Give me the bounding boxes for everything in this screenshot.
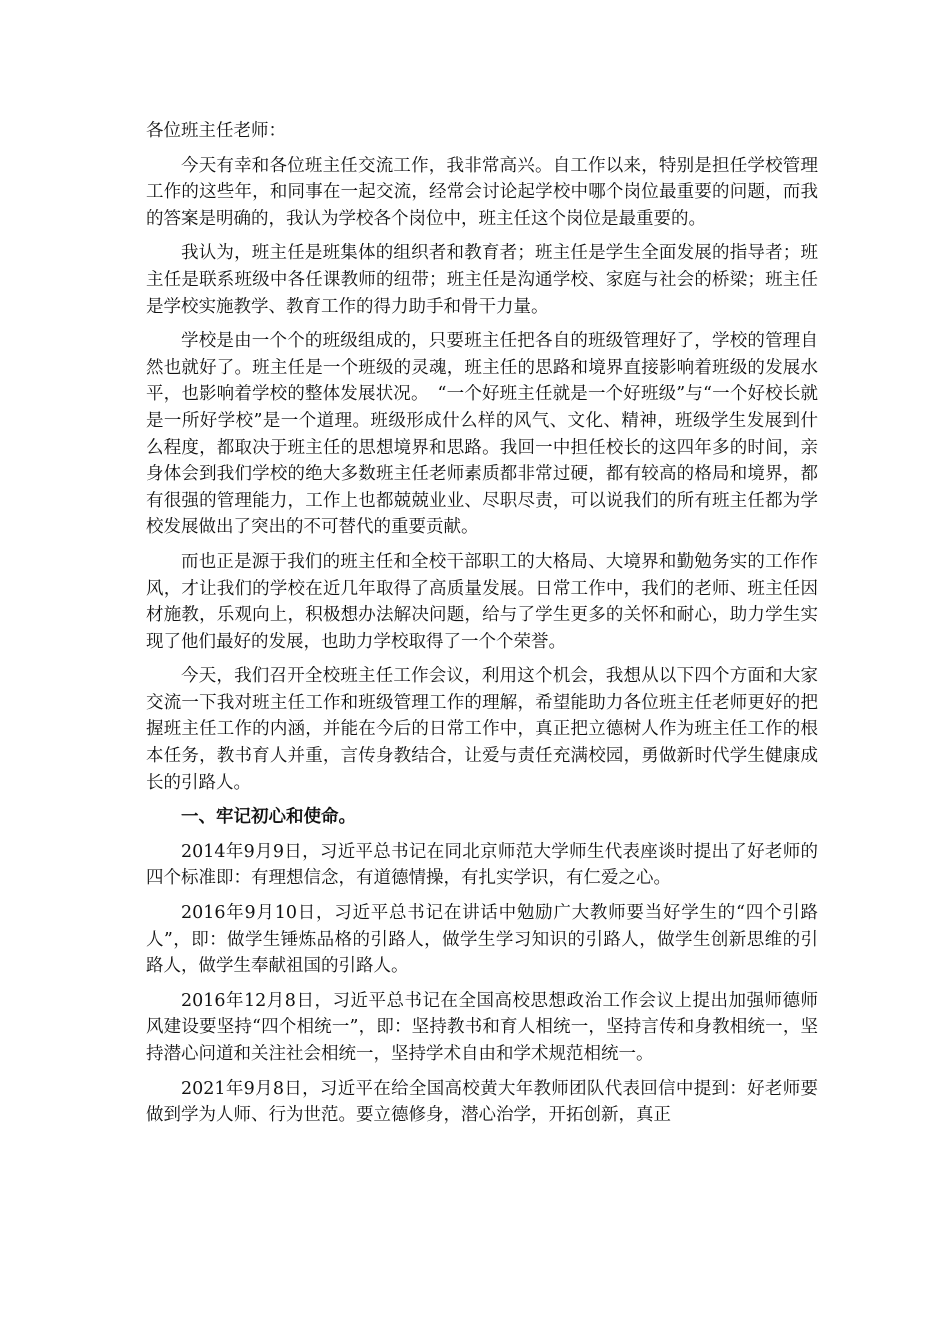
paragraph-intro-3: 学校是由一个个的班级组成的，只要班主任把各自的班级管理好了，学校的管理自然也就好了。班主任是一个班级的灵魂，班主任的思路和境界直接影响着班级的发展水平，也影响着学校的整体发展状况。 “一个好班主任就是一个好班级”与“一个好校长就是一所好学校”是一个道理。班级形成什么样的风气、文化、精神，班级学生发展到什么程度，都取决于班主任的思想境界和思路。我回一中担任校长的这四年多的时间，亲身体会到我们学校的绝大多数班主任老师素质都非常过硬，都有较高的格局和境界，都有很强的管理能力，工作上也都兢兢业业、尽职尽责，可以说我们的所有班主任都为学校发展做出了突出的不可替代的重要贡献。	[146, 331, 818, 538]
paragraph-section1-2: 2016年9月10日，习近平总书记在讲话中勉励广大教师要当好学生的“四个引路人”，即：做学生锤炼品格的引路人，做学生学习知识的引路人，做学生创新思维的引路人，做学生奉献祖国的引路人。	[146, 903, 818, 977]
paragraph-section1-4: 2021年9月8日，习近平在给全国高校黄大年教师团队代表回信中提到：好老师要做到学为人师、行为世范。要立德修身，潜心治学，开拓创新，真正	[146, 1078, 818, 1126]
section-heading-1: 一、牢记初心和使命。	[181, 807, 356, 828]
paragraph-section1-3: 2016年12月8日，习近平总书记在全国高校思想政治工作会议上提出加强师德师风建设要坚持“四个相统一”，即：坚持教书和育人相统一，坚持言传和身教相统一，坚持潜心问道和关注社会相统一，坚持学术自由和学术规范相统一。	[146, 990, 818, 1064]
paragraph-section1-1: 2014年9月9日，习近平总书记在同北京师范大学师生代表座谈时提出了好老师的四个标准即：有理想信念，有道德情操，有扎实学识，有仁爱之心。	[146, 841, 818, 889]
document-page	[146, 118, 818, 1137]
paragraph-intro-4: 而也正是源于我们的班主任和全校干部职工的大格局、大境界和勤勉务实的工作作风，才让我们的学校在近几年取得了高质量发展。日常工作中，我们的老师、班主任因材施教，乐观向上，积极想办法解决问题，给与了学生更多的关怀和耐心，助力学生实现了他们最好的发展，也助力学校取得了一个个荣誉。	[146, 551, 818, 652]
paragraph-intro-2: 我认为，班主任是班集体的组织者和教育者；班主任是学生全面发展的指导者；班主任是联系班级中各任课教师的纽带；班主任是沟通学校、家庭与社会的桥梁；班主任是学校实施教学、教育工作的得力助手和骨干力量。	[146, 243, 818, 317]
paragraph-intro-5: 今天，我们召开全校班主任工作会议，利用这个机会，我想从以下四个方面和大家交流一下我对班主任工作和班级管理工作的理解，希望能助力各位班主任老师更好的把握班主任工作的内涵，并能在今后的日常工作中，真正把立德树人作为班主任工作的根本任务，教书育人并重，言传身教结合，让爱与责任充满校园，勇做新时代学生健康成长的引路人。	[146, 666, 818, 793]
salutation: 各位班主任老师：	[146, 121, 286, 141]
paragraph-intro-1: 今天有幸和各位班主任交流工作，我非常高兴。自工作以来，特别是担任学校管理工作的这些年，和同事在一起交流，经常会讨论起学校中哪个岗位最重要的问题，而我的答案是明确的，我认为学校各个岗位中，班主任这个岗位是最重要的。	[146, 155, 818, 229]
